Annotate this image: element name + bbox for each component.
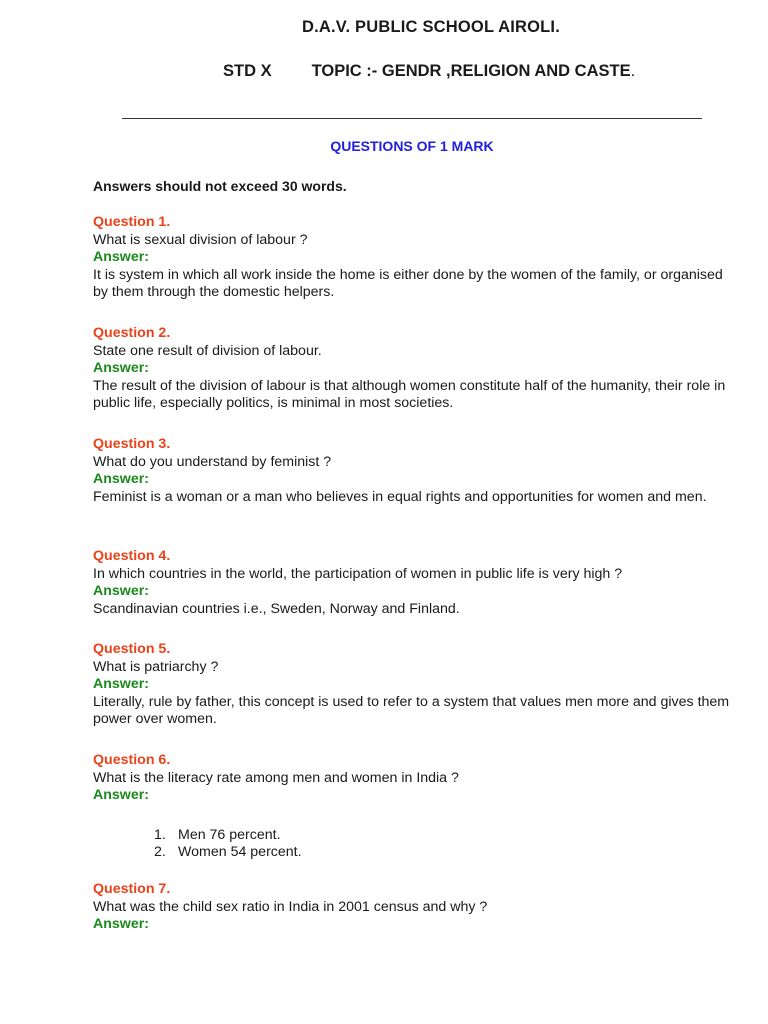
question-label: Question 6. xyxy=(93,752,171,768)
qa-block-6 xyxy=(93,752,733,862)
question-text: State one result of division of labour. xyxy=(93,342,322,359)
list-item xyxy=(154,826,733,845)
qa-block-2 xyxy=(93,325,733,413)
question-text: What is patriarchy ? xyxy=(93,658,219,675)
question-text: In which countries in the world, the participation of women in public life is very high ? xyxy=(93,565,623,582)
list-item xyxy=(154,844,733,862)
answer-text: Literally, rule by father, this concept is used to refer to a system that values men more and gives them power over women. xyxy=(93,693,730,728)
question-text: What do you understand by feminist ? xyxy=(93,453,332,470)
topic-label: TOPIC :- GENDR ,RELIGION AND CASTE xyxy=(311,62,631,80)
answer-list xyxy=(93,827,733,862)
class-label: STD X xyxy=(223,62,272,80)
answer-label: Answer: xyxy=(93,249,149,266)
qa-block-1 xyxy=(93,214,733,302)
answer-text: Scandinavian countries i.e., Sweden, Norway and Finland. xyxy=(93,600,460,617)
class-topic-line xyxy=(223,62,635,81)
question-label: Question 4. xyxy=(93,548,171,564)
qa-block-7 xyxy=(93,881,733,934)
question-text: What is the literacy rate among men and women in India ? xyxy=(93,769,459,786)
question-label: Question 3. xyxy=(93,436,171,452)
list-item-number: 2. xyxy=(154,844,166,861)
school-title: D.A.V. PUBLIC SCHOOL AIROLI. xyxy=(301,18,560,36)
answer-label: Answer: xyxy=(93,787,149,804)
question-label: Question 5. xyxy=(93,641,171,657)
answer-label: Answer: xyxy=(93,360,149,377)
question-label: Question 1. xyxy=(93,214,171,230)
answer-label: Answer: xyxy=(93,676,149,693)
answer-label: Answer: xyxy=(93,471,149,488)
answer-text: Feminist is a woman or a man who believes in equal rights and opportunities for women and men. xyxy=(93,488,707,505)
topic-trailing-dot: . xyxy=(630,62,636,80)
list-item-text: Women 54 percent. xyxy=(178,844,302,861)
list-item-text: Men 76 percent. xyxy=(178,826,281,843)
question-label: Question 7. xyxy=(93,881,171,897)
qa-block-3 xyxy=(93,436,738,506)
word-limit-note: Answers should not exceed 30 words. xyxy=(93,178,347,194)
list-item-number: 1. xyxy=(154,826,166,843)
horizontal-divider xyxy=(122,118,702,119)
question-text: What was the child sex ratio in India in 2001 census and why ? xyxy=(93,898,488,915)
section-heading: QUESTIONS OF 1 MARK xyxy=(330,138,494,154)
answer-label: Answer: xyxy=(93,583,149,600)
qa-block-4 xyxy=(93,548,733,618)
question-text: What is sexual division of labour ? xyxy=(93,231,308,248)
question-label: Question 2. xyxy=(93,325,171,341)
answer-label: Answer: xyxy=(93,916,149,933)
qa-block-5 xyxy=(93,641,733,729)
answer-text: The result of the division of labour is that although women constitute half of the humanity, their role in public life, especially politics, is minimal in most societies. xyxy=(93,377,726,412)
answer-text: It is system in which all work inside the home is either done by the women of the family, or organised by them through the domestic helpers. xyxy=(93,266,723,301)
